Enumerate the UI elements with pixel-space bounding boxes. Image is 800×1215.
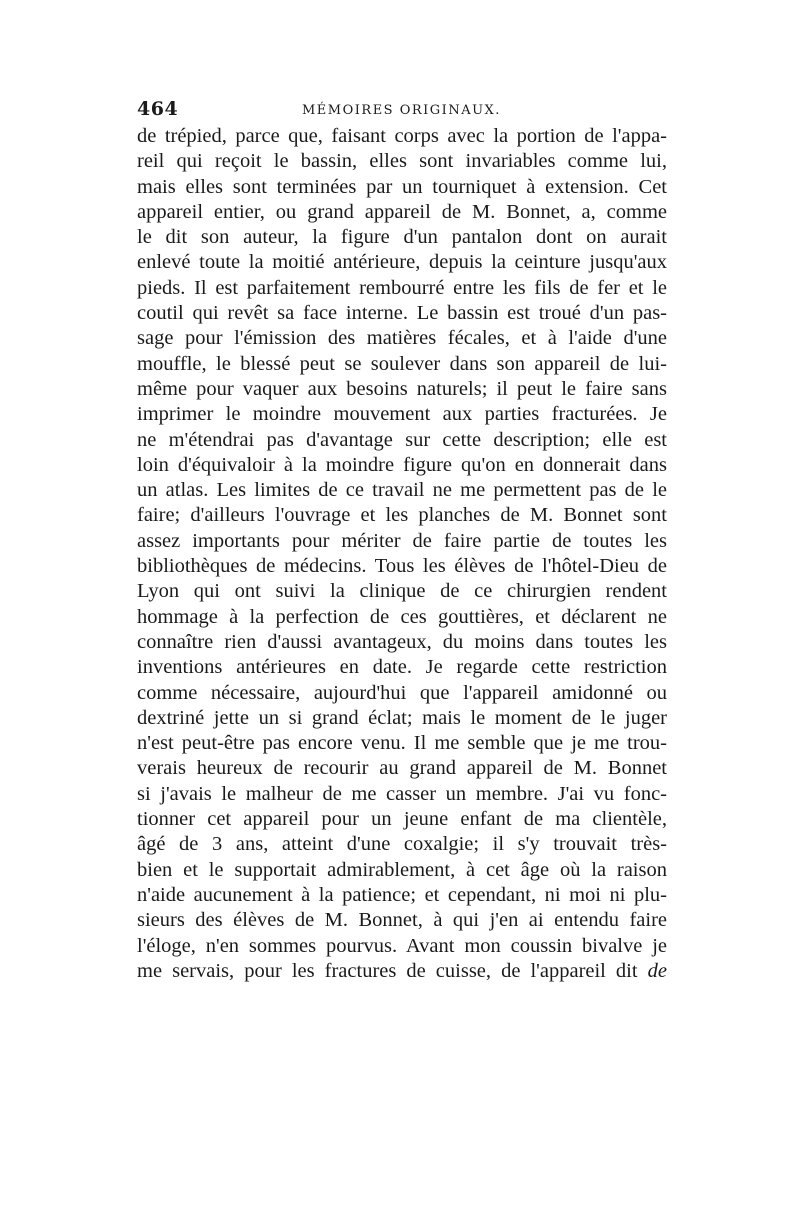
text-line: Lyon qui ont suivi la clinique de ce chirurgien rendent: [137, 580, 667, 603]
text-line: mouffle, le blessé peut se soulever dans son appareil de lui-: [137, 352, 667, 375]
text-line: n'aide aucunement à la patience; et cependant, ni moi ni plu-: [137, 883, 667, 906]
text-line: un atlas. Les limites de ce travail ne me permettent pas de le: [137, 479, 667, 502]
text-line: sieurs des élèves de M. Bonnet, à qui j'en ai entendu faire: [137, 909, 667, 932]
running-title: MÉMOIRES ORIGINAUX.: [302, 103, 501, 118]
text-line: bibliothèques de médecins. Tous les élèves de l'hôtel-Dieu de: [137, 555, 667, 578]
text-line: loin d'équivaloir à la moindre figure qu'on en donnerait dans: [137, 453, 667, 476]
text-line: appareil entier, ou grand appareil de M. Bonnet, a, comme: [137, 200, 667, 223]
text-line: assez importants pour mériter de faire partie de toutes les: [137, 529, 667, 552]
body-text: [137, 124, 667, 984]
text-line: hommage à la perfection de ces gouttières, et déclarent ne: [137, 605, 667, 628]
text-line: comme nécessaire, aujourd'hui que l'appareil amidonné ou: [137, 681, 667, 704]
text-line: inventions antérieures en date. Je regarde cette restriction: [137, 656, 667, 679]
text-line-last: [137, 959, 667, 984]
text-line: verais heureux de recourir au grand appareil de M. Bonnet: [137, 757, 667, 780]
text-line: connaître rien d'aussi avantageux, du moins dans toutes les: [137, 630, 667, 653]
text-line: âgé de 3 ans, atteint d'une coxalgie; il s'y trouvait très-: [137, 833, 667, 856]
text-line-last-content: me servais, pour les fractures de cuisse, de l'appareil dit: [137, 959, 638, 982]
text-line: pieds. Il est parfaitement rembourré entre les fils de fer et le: [137, 276, 667, 299]
text-line: dextriné jette un si grand éclat; mais le moment de le juger: [137, 706, 667, 729]
text-line: enlevé toute la moitié antérieure, depuis la ceinture jusqu'aux: [137, 251, 667, 274]
text-line: l'éloge, n'en sommes pourvus. Avant mon coussin bivalve je: [137, 934, 667, 957]
text-line: le dit son auteur, la figure d'un pantalon dont on aurait: [137, 226, 667, 249]
text-line: imprimer le moindre mouvement aux parties fracturées. Je: [137, 403, 667, 426]
text-line: bien et le supportait admirablement, à cet âge où la raison: [137, 858, 667, 881]
text-line: coutil qui revêt sa face interne. Le bassin est troué d'un pas-: [137, 302, 667, 325]
text-line: même pour vaquer aux besoins naturels; il peut le faire sans: [137, 377, 667, 400]
italic-word: de: [647, 959, 667, 982]
page-number: 464: [137, 98, 179, 120]
text-line: faire; d'ailleurs l'ouvrage et les planches de M. Bonnet sont: [137, 504, 667, 527]
running-head: [137, 98, 667, 124]
text-line: ne m'étendrai pas d'avantage sur cette description; elle est: [137, 428, 667, 451]
text-line: reil qui reçoit le bassin, elles sont invariables comme lui,: [137, 150, 667, 173]
text-line: si j'avais le malheur de me casser un membre. J'ai vu fonc-: [137, 782, 667, 805]
text-line: tionner cet appareil pour un jeune enfant de ma clientèle,: [137, 808, 667, 831]
text-line: mais elles sont terminées par un tourniquet à extension. Cet: [137, 175, 667, 198]
text-line: sage pour l'émission des matières fécales, et à l'aide d'une: [137, 327, 667, 350]
text-line: de trépied, parce que, faisant corps avec la portion de l'appa-: [137, 125, 667, 147]
text-line: n'est peut-être pas encore venu. Il me semble que je me trou-: [137, 732, 667, 755]
